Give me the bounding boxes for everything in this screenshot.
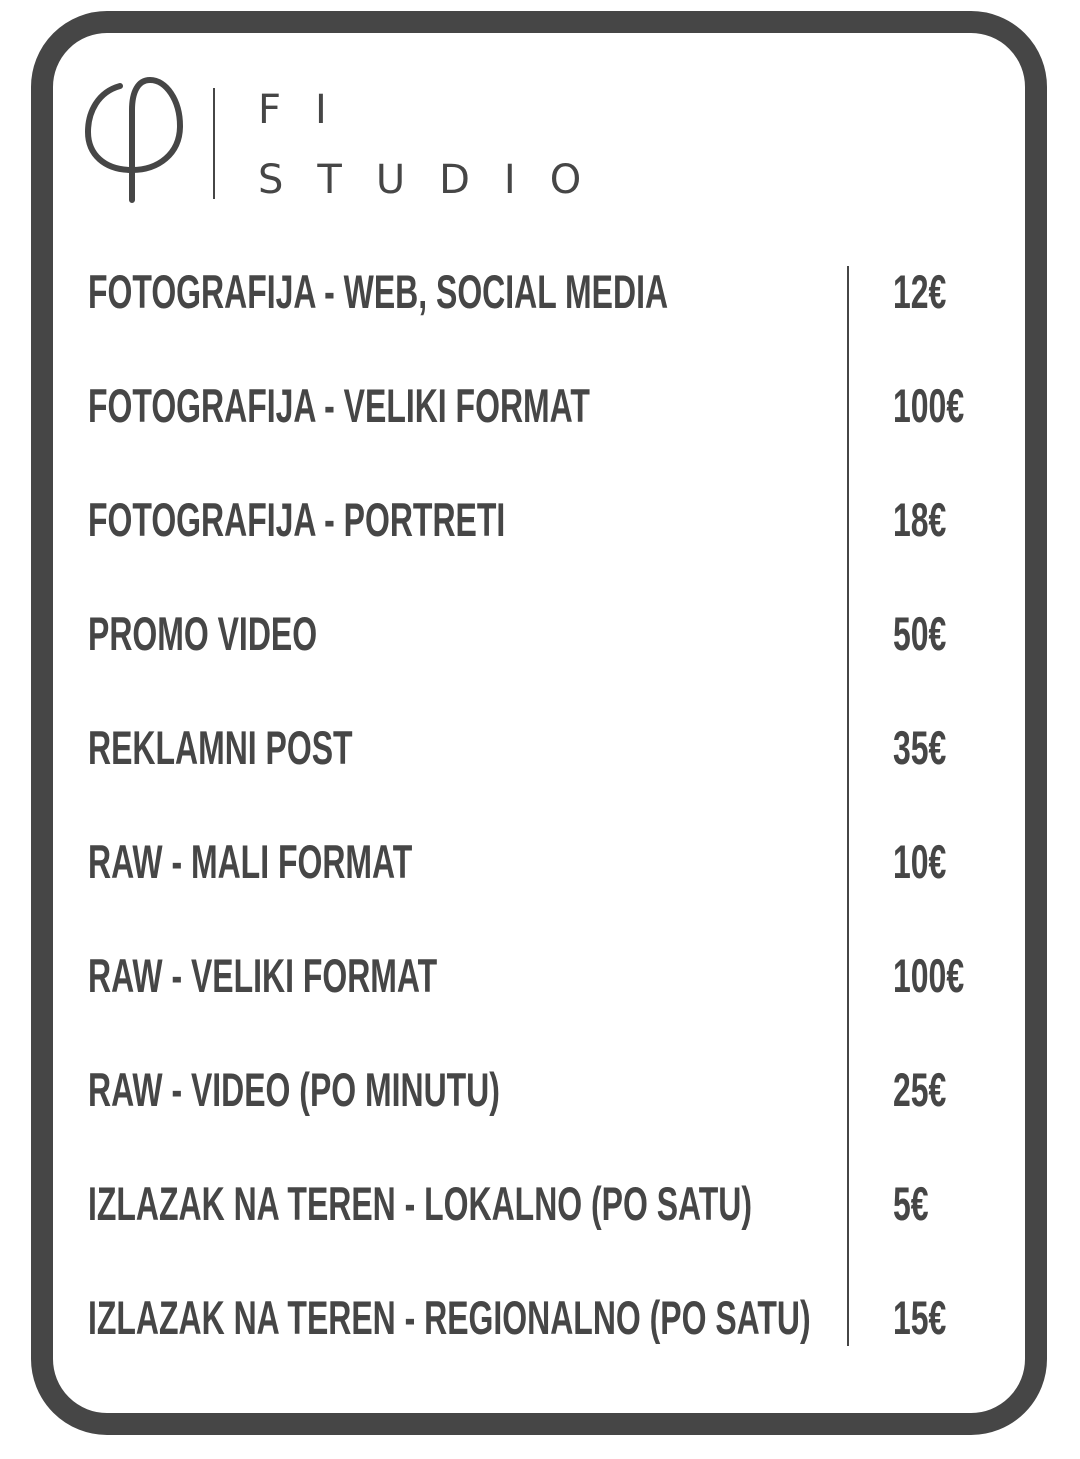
- service-price: 12€: [893, 265, 947, 318]
- service-name: RAW - VELIKI FORMAT: [88, 949, 438, 1002]
- service-price: 18€: [893, 493, 947, 546]
- logo-text-fi: FI: [258, 87, 361, 133]
- price-row: [0, 832, 1080, 892]
- service-name: PROMO VIDEO: [88, 607, 318, 660]
- service-name: FOTOGRAFIJA - PORTRETI: [88, 493, 506, 546]
- service-price: 25€: [893, 1063, 947, 1116]
- price-row: [0, 376, 1080, 436]
- price-row: [0, 1060, 1080, 1120]
- service-name: REKLAMNI POST: [88, 721, 353, 774]
- service-price: 35€: [893, 721, 947, 774]
- service-price: 50€: [893, 607, 947, 660]
- service-price: 100€: [893, 949, 965, 1002]
- service-name: IZLAZAK NA TEREN - LOKALNO (PO SATU): [88, 1177, 752, 1230]
- service-price: 5€: [893, 1177, 929, 1230]
- logo-text-studio: STUDIO: [258, 157, 616, 203]
- price-row: [0, 946, 1080, 1006]
- price-row: [0, 1288, 1080, 1348]
- service-name: RAW - MALI FORMAT: [88, 835, 413, 888]
- service-price: 15€: [893, 1291, 947, 1344]
- service-name: FOTOGRAFIJA - VELIKI FORMAT: [88, 379, 590, 432]
- price-row: [0, 262, 1080, 322]
- price-row: [0, 604, 1080, 664]
- service-price: 10€: [893, 835, 947, 888]
- service-name: IZLAZAK NA TEREN - REGIONALNO (PO SATU): [88, 1291, 811, 1344]
- service-price: 100€: [893, 379, 965, 432]
- price-row: [0, 718, 1080, 778]
- price-row: [0, 490, 1080, 550]
- price-row: [0, 1174, 1080, 1234]
- service-name: FOTOGRAFIJA - WEB, SOCIAL MEDIA: [88, 265, 669, 318]
- service-name: RAW - VIDEO (PO MINUTU): [88, 1063, 500, 1116]
